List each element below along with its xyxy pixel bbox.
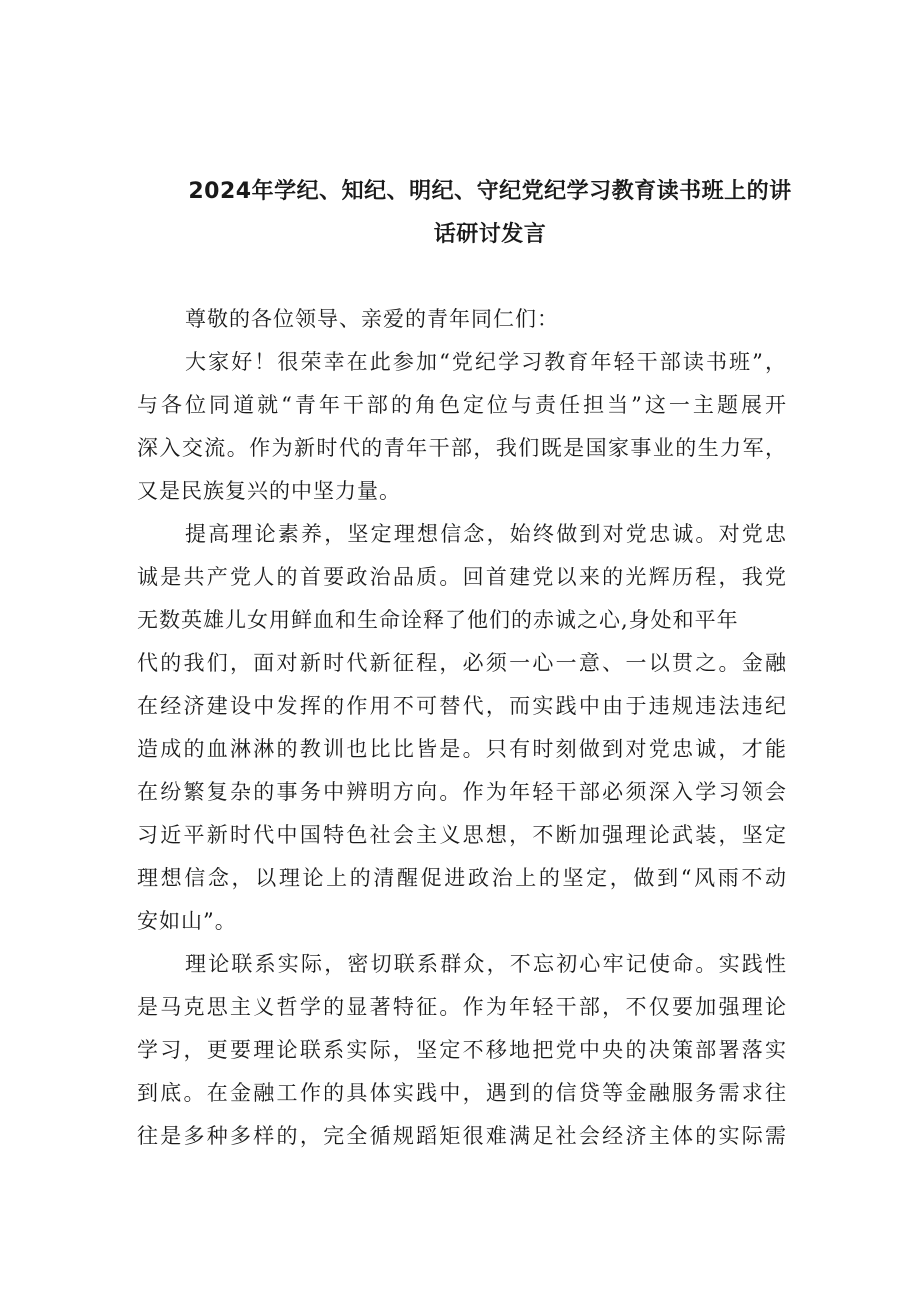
paragraph-line: 大家好！很荣幸在此参加“党纪学习教育年轻干部读书班”，: [185, 350, 787, 374]
paragraph-line: 往是多种多样的，完全循规蹈矩很难满足社会经济主体的实际需: [137, 1124, 787, 1148]
document-title: [170, 168, 810, 254]
title-line-2: 话研讨发言: [433, 222, 547, 247]
paragraph-line: 到底。在金融工作的具体实践中，遇到的信贷等金融服务需求往: [137, 1081, 787, 1105]
paragraph-line: 习近平新时代中国特色社会主义思想，不断加强理论武装，坚定: [137, 823, 787, 847]
paragraph-line: 深入交流。作为新时代的青年干部，我们既是国家事业的生力军，: [137, 436, 787, 460]
paragraph-2: [137, 513, 787, 943]
paragraph-line: 与各位同道就“青年干部的角色定位与责任担当”这一主题展开: [137, 393, 787, 417]
paragraph-line: 在经济建设中发挥的作用不可替代，而实践中由于违规违法违纪: [137, 694, 787, 718]
paragraph-line: 理想信念，以理论上的清醒促进政治上的坚定，做到“风雨不动: [137, 866, 787, 890]
paragraph-line: 安如山”。: [137, 909, 237, 933]
paragraph-line: 提高理论素养，坚定理想信念，始终做到对党忠诚。对党忠: [185, 522, 787, 546]
paragraph-line: 诚是共产党人的首要政治品质。回首建党以来的光辉历程，我党: [137, 565, 787, 589]
paragraph-line: 无数英雄儿女用鲜血和生命诠释了他们的赤诚之心,身处和平年: [137, 608, 739, 632]
document-body: [137, 298, 787, 1158]
paragraph-line: 是马克思主义哲学的显著特征。作为年轻干部，不仅要加强理论: [137, 995, 787, 1019]
paragraph-1: [137, 341, 787, 513]
paragraph-3: [137, 943, 787, 1158]
salutation: 尊敬的各位领导、亲爱的青年同仁们：: [185, 307, 559, 331]
paragraph-line: 学习，更要理论联系实际，坚定不移地把党中央的决策部署落实: [137, 1038, 787, 1062]
paragraph-line: 又是民族复兴的中坚力量。: [137, 479, 401, 503]
title-line-1: 2024年学纪、知纪、明纪、守纪党纪学习教育读书班上的讲: [188, 179, 792, 204]
paragraph-line: 造成的血淋淋的教训也比比皆是。只有时刻做到对党忠诚，才能: [137, 737, 787, 761]
paragraph-line: 理论联系实际，密切联系群众，不忘初心牢记使命。实践性: [185, 952, 787, 976]
paragraph-line: 在纷繁复杂的事务中辨明方向。作为年轻干部必须深入学习领会: [137, 780, 787, 804]
paragraph-line: 代的我们，面对新时代新征程，必须一心一意、一以贯之。金融: [137, 651, 787, 675]
